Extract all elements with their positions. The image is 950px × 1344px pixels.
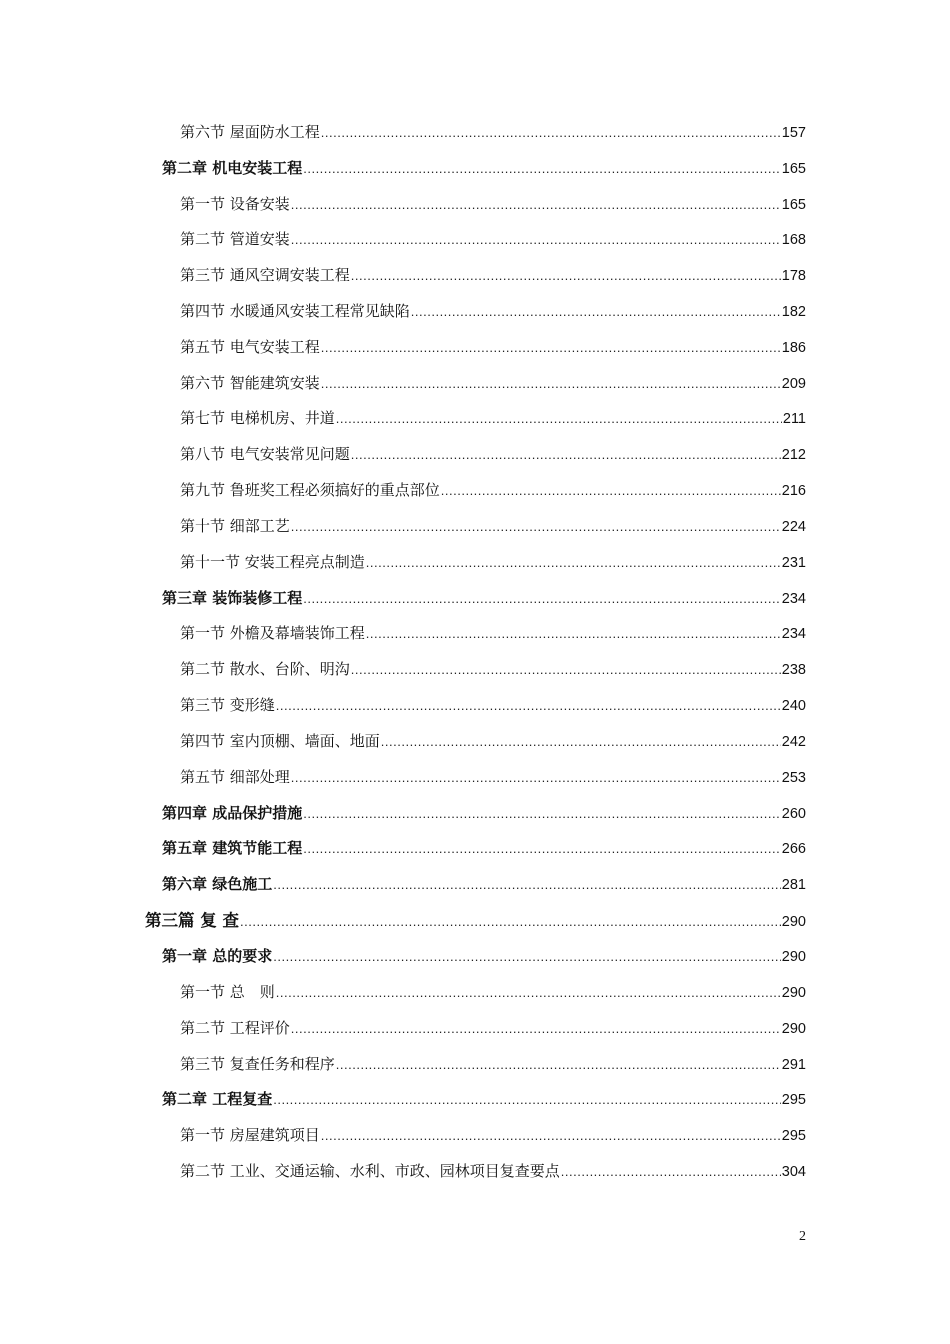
toc-entry-title: 第二节 散水、台阶、明沟 — [180, 660, 350, 678]
toc-entry[interactable] — [180, 404, 806, 432]
page-number: 2 — [799, 1229, 806, 1244]
toc-dot-leader — [273, 943, 781, 971]
toc-entry[interactable] — [180, 369, 806, 397]
toc-entry-title: 第二章 工程复查 — [162, 1090, 273, 1108]
toc-entry-page: 186 — [781, 340, 806, 356]
toc-entry[interactable] — [180, 190, 806, 218]
toc-entry[interactable] — [180, 1121, 806, 1149]
toc-dot-leader — [291, 513, 781, 541]
toc-entry-page: 216 — [781, 483, 806, 499]
toc-entry-page: 242 — [781, 734, 806, 750]
toc-entry-title: 第三节 复查任务和程序 — [180, 1055, 335, 1073]
toc-entry-title: 第十一节 安装工程亮点制造 — [180, 553, 365, 571]
toc-entry-page: 165 — [781, 161, 806, 177]
toc-dot-leader — [561, 1158, 781, 1186]
toc-entry-title: 第一节 外檐及幕墙装饰工程 — [180, 624, 365, 642]
toc-entry-title: 第八节 电气安装常见问题 — [180, 445, 350, 463]
toc-dot-leader — [303, 800, 781, 828]
toc-entry[interactable] — [162, 154, 806, 182]
toc-entry-page: 157 — [781, 125, 806, 141]
toc-entry-page: 178 — [781, 268, 806, 284]
toc-entry-page: 165 — [781, 197, 806, 213]
toc-dot-leader — [351, 262, 781, 290]
toc-dot-leader — [321, 1122, 781, 1150]
toc-entry-page: 182 — [781, 304, 806, 320]
toc-entry[interactable] — [162, 870, 806, 898]
toc-entry-page: 253 — [781, 770, 806, 786]
toc-entry[interactable] — [180, 333, 806, 361]
toc-dot-leader — [441, 477, 781, 505]
toc-entry[interactable] — [180, 225, 806, 253]
toc-entry[interactable] — [180, 1157, 806, 1185]
toc-entry[interactable] — [162, 834, 806, 862]
toc-entry-title: 第四节 室内顶棚、墙面、地面 — [180, 732, 380, 750]
toc-dot-leader — [321, 334, 781, 362]
toc-entry[interactable] — [180, 440, 806, 468]
toc-dot-leader — [291, 764, 781, 792]
toc-entry-page: 290 — [781, 949, 806, 965]
toc-entry-title: 第一节 总 则 — [180, 983, 275, 1001]
toc-entry-page: 234 — [781, 591, 806, 607]
toc-entry-title: 第五章 建筑节能工程 — [162, 839, 303, 857]
toc-dot-leader — [303, 835, 781, 863]
toc-entry-title: 第三章 装饰装修工程 — [162, 589, 303, 607]
toc-entry[interactable] — [180, 261, 806, 289]
toc-dot-leader — [240, 908, 781, 936]
toc-entry[interactable] — [180, 727, 806, 755]
toc-entry-page: 168 — [781, 232, 806, 248]
toc-entry[interactable] — [145, 907, 806, 935]
toc-dot-leader — [276, 692, 781, 720]
toc-entry[interactable] — [180, 978, 806, 1006]
toc-entry-page: 240 — [781, 698, 806, 714]
toc-entry-page: 224 — [781, 519, 806, 535]
toc-entry[interactable] — [180, 548, 806, 576]
toc-entry-page: 304 — [781, 1164, 806, 1180]
toc-entry-title: 第一节 房屋建筑项目 — [180, 1126, 320, 1144]
toc-entry[interactable] — [162, 1085, 806, 1113]
toc-entry-title: 第二节 工业、交通运输、水利、市政、园林项目复查要点 — [180, 1162, 560, 1180]
toc-dot-leader — [381, 728, 781, 756]
toc-dot-leader — [276, 979, 781, 1007]
toc-entry-page: 266 — [781, 841, 806, 857]
toc-dot-leader — [321, 119, 781, 147]
toc-dot-leader — [291, 1015, 781, 1043]
toc-dot-leader — [291, 226, 781, 254]
toc-entry-title: 第二章 机电安装工程 — [162, 159, 303, 177]
toc-entry-title: 第一节 设备安装 — [180, 195, 290, 213]
toc-entry-page: 212 — [781, 447, 806, 463]
toc-entry[interactable] — [180, 297, 806, 325]
toc-entry-title: 第五节 电气安装工程 — [180, 338, 320, 356]
toc-dot-leader — [351, 441, 781, 469]
toc-entry-page: 211 — [782, 411, 806, 427]
toc-dot-leader — [351, 656, 781, 684]
toc-entry[interactable] — [180, 691, 806, 719]
toc-entry-page: 234 — [781, 626, 806, 642]
toc-dot-leader — [411, 298, 781, 326]
toc-dot-leader — [273, 1086, 781, 1114]
toc-dot-leader — [303, 155, 781, 183]
toc-entry-title: 第一章 总的要求 — [162, 947, 273, 965]
toc-entry-page: 209 — [781, 376, 806, 392]
toc-entry-page: 238 — [781, 662, 806, 678]
toc-entry-page: 260 — [781, 806, 806, 822]
toc-entry-title: 第三节 通风空调安装工程 — [180, 266, 350, 284]
toc-entry[interactable] — [180, 1050, 806, 1078]
toc-entry-title: 第三篇 复 查 — [145, 911, 239, 930]
toc-dot-leader — [303, 585, 781, 613]
toc-dot-leader — [336, 405, 782, 433]
toc-entry[interactable] — [180, 118, 806, 146]
toc-entry-title: 第三节 变形缝 — [180, 696, 275, 714]
toc-dot-leader — [366, 620, 781, 648]
toc-dot-leader — [366, 549, 781, 577]
toc-entry-title: 第四章 成品保护措施 — [162, 804, 303, 822]
toc-entry-title: 第六章 绿色施工 — [162, 875, 273, 893]
toc-dot-leader — [336, 1051, 781, 1079]
toc-entry-page: 295 — [781, 1128, 806, 1144]
toc-entry-title: 第四节 水暖通风安装工程常见缺陷 — [180, 302, 410, 320]
toc-entry-page: 295 — [781, 1092, 806, 1108]
toc-entry[interactable] — [180, 476, 806, 504]
toc-entry-page: 231 — [781, 555, 806, 571]
toc-entry[interactable] — [180, 512, 806, 540]
toc-entry-title: 第十节 细部工艺 — [180, 517, 290, 535]
toc-entry[interactable] — [162, 942, 806, 970]
toc-entry-page: 290 — [781, 914, 806, 930]
toc-entry-title: 第六节 屋面防水工程 — [180, 123, 320, 141]
toc-entry-page: 290 — [781, 985, 806, 1001]
toc-dot-leader — [273, 871, 781, 899]
toc-entry[interactable] — [180, 619, 806, 647]
toc-entry-title: 第六节 智能建筑安装 — [180, 374, 320, 392]
toc-dot-leader — [321, 370, 781, 398]
toc-entry[interactable] — [180, 655, 806, 683]
toc-entry-title: 第二节 工程评价 — [180, 1019, 290, 1037]
toc-entry-title: 第五节 细部处理 — [180, 768, 290, 786]
toc-entry[interactable] — [162, 584, 806, 612]
toc-entry[interactable] — [162, 799, 806, 827]
toc-entry-title: 第二节 管道安装 — [180, 230, 290, 248]
toc-entry-page: 291 — [781, 1057, 806, 1073]
toc-entry-title: 第七节 电梯机房、井道 — [180, 409, 335, 427]
toc-entry-page: 281 — [781, 877, 806, 893]
toc-dot-leader — [291, 191, 781, 219]
toc-entry-page: 290 — [781, 1021, 806, 1037]
toc-entry[interactable] — [180, 1014, 806, 1042]
toc-entry[interactable] — [180, 763, 806, 791]
toc-entry-title: 第九节 鲁班奖工程必须搞好的重点部位 — [180, 481, 440, 499]
